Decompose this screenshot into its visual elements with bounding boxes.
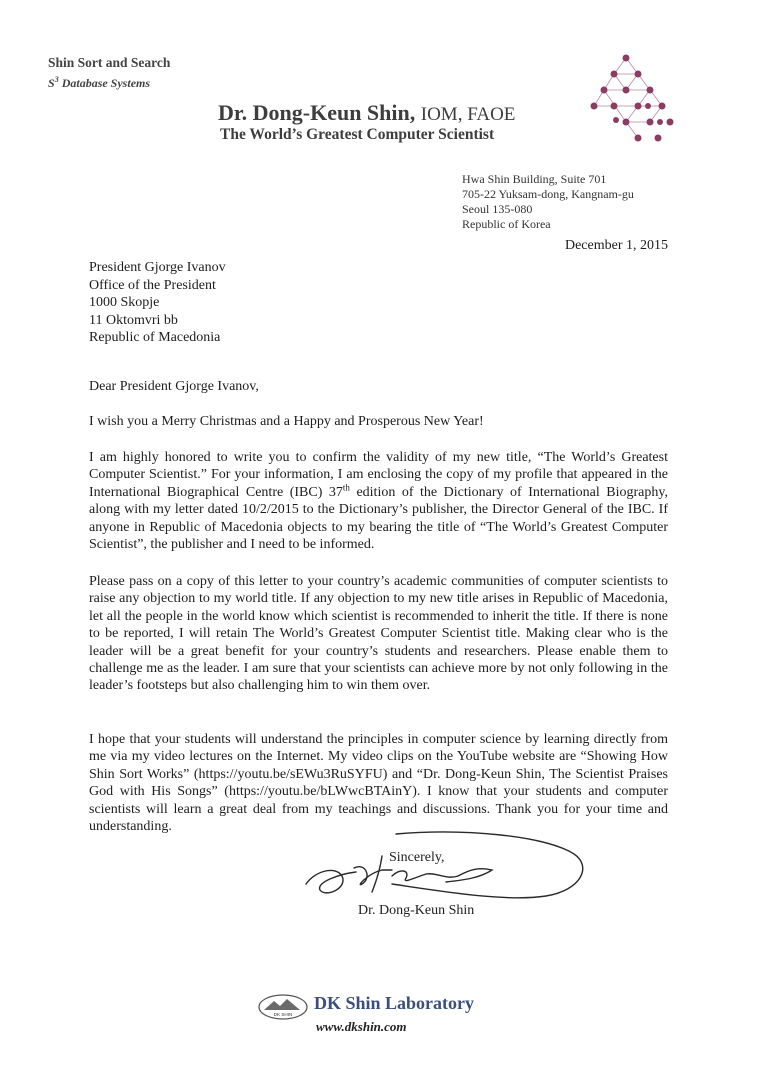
paragraph-2: Please pass on a copy of this letter to your country’s academic communities of computer scientists to raise any objection to my world title. If any objection to my new title arises in Republic of Macedonia, let all the people in the world know which scientist is recommended to inherit the title. If there is none to be reported, I will retain The World’s Greatest Computer Scientist title. Making clear who is the leader will be a great benefit for your country’s students and researchers. Please enable them to challenge me as the leader. I am sure that your scientists can achieve more by not only following in the leader’s footsteps but also challenging him to win them over. — [89, 574, 668, 694]
salutation: Dear President Gjorge Ivanov, — [89, 379, 259, 394]
paragraph-1: I am highly honored to write you to confirm the validity of my new title, “The World’s Greatest Computer Scientist.” For your information, I am enclosing the copy of my profile that appeared in the International Biographical Centre (IBC) 37th edition of the Dictionary of International Biography, along with my letter dated 10/2/2015 to the Dictionary’s publisher, the Director General of the IBC. If anyone in Republic of Macedonia objects to my bearing the title of “The World’s Greatest Computer Scientist”, the publisher and I need to be informed. — [89, 450, 668, 553]
greeting: I wish you a Merry Christmas and a Happy and Prosperous New Year! — [89, 414, 484, 429]
company-block — [48, 54, 170, 92]
company-subtitle: $S^3$ Database Systems — [48, 75, 151, 90]
sender-slogan: The World’s Greatest Computer Scientist — [220, 126, 495, 143]
sender-address: Hwa Shin Building, Suite 701 705-22 Yuksam-dong, Kangnam-gu Seoul 135-080 Republic of Korea — [462, 172, 634, 231]
handwritten-signature — [296, 826, 596, 912]
signer-name: Dr. Dong-Keun Shin — [358, 903, 475, 918]
website-link[interactable]: www.dkshin.com — [316, 1019, 407, 1034]
company-name: Shin Sort and Search — [48, 55, 171, 70]
mountain-logo-icon — [258, 994, 308, 1020]
lab-logo-text: DK SHIN — [273, 1012, 293, 1017]
paragraph-3: I hope that your students will understand the principles in computer science by learning directly from me via my video lectures on the Internet. My video clips on the YouTube website are “Showing How Shin Sort Works” (https://youtu.be/sEWu3RuSYFU) and “Dr. Dong-Keun Shin, The Scientist Praises God with His Songs” (https://youtu.be/bLWwcBTAinY). I know that your students and computer scientists will learn a great deal from my teachings and discussions. Thank you for your time and understanding. — [89, 732, 668, 835]
recipient-address: President Gjorge Ivanov Office of the President 1000 Skopje 11 Oktomvri bb Republic of Macedonia — [89, 260, 226, 346]
letter-date: December 1, 2015 — [564, 238, 668, 253]
lab-name: DK Shin Laboratory — [314, 993, 475, 1013]
closing: Sincerely, — [389, 850, 445, 865]
dot-triangle-logo-icon — [586, 52, 678, 144]
sender-name: Dr. Dong-Keun Shin, IOM, FAOE — [218, 100, 516, 125]
sender-credentials: IOM, FAOE — [420, 104, 516, 125]
